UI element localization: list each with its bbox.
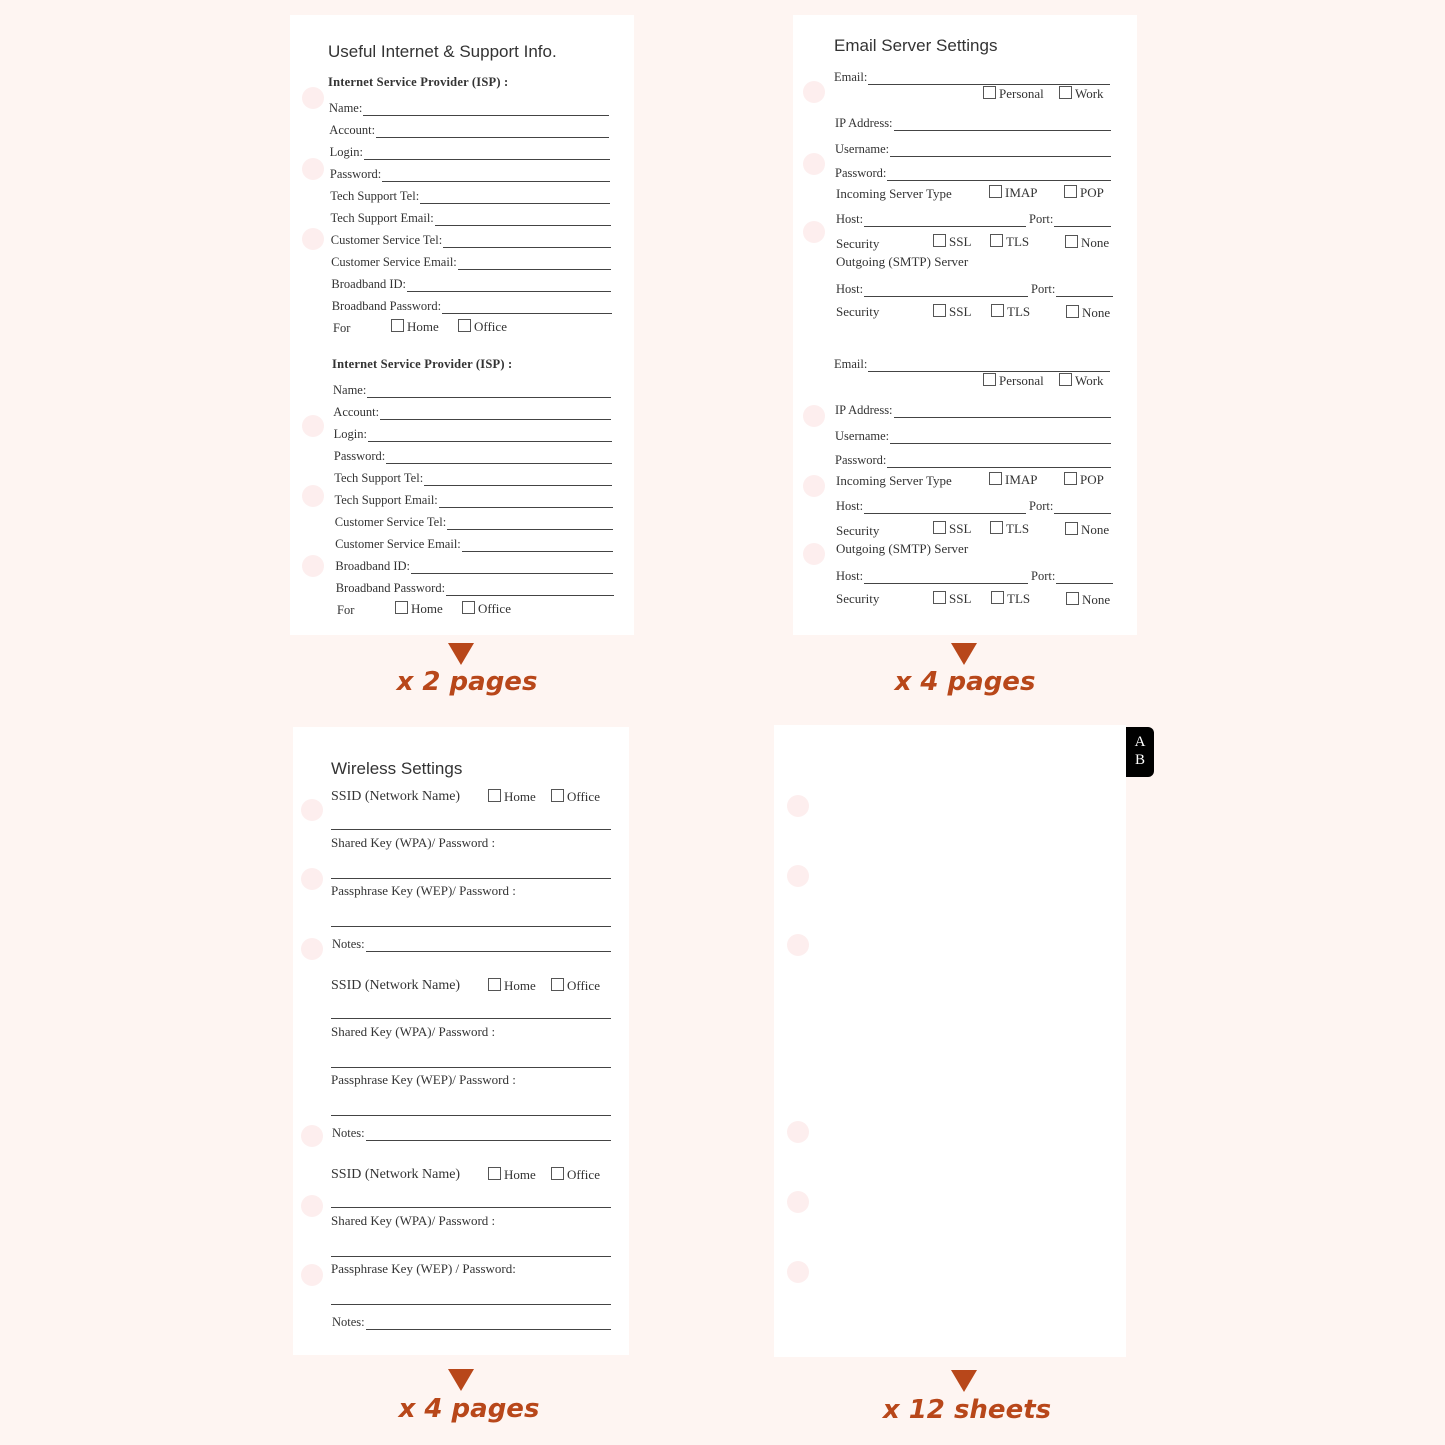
host-field[interactable]	[836, 212, 1026, 227]
checkbox[interactable]	[1064, 472, 1077, 485]
checkbox[interactable]	[1059, 373, 1072, 386]
isp-field-label: Account:	[333, 405, 380, 419]
checkbox[interactable]	[488, 1167, 501, 1180]
username-field-label: Username:	[835, 142, 890, 156]
host-field-input-line[interactable]	[864, 286, 1028, 297]
host-field-label: Host:	[836, 569, 864, 583]
port-field-input-line[interactable]	[1056, 286, 1113, 297]
port-field-label: Port:	[1029, 499, 1054, 513]
notes-field-label: Notes:	[332, 937, 365, 951]
outgoing-server-label: Outgoing (SMTP) Server	[836, 541, 969, 556]
checkbox[interactable]	[933, 234, 946, 247]
isp-field-input-line[interactable]	[364, 149, 610, 160]
checkbox-label: Personal	[999, 373, 1044, 388]
page-title: Useful Internet & Support Info.	[328, 42, 557, 61]
notes-field-input-line[interactable]	[366, 1319, 611, 1330]
isp-field-input-line[interactable]	[376, 127, 609, 138]
checkbox[interactable]	[933, 591, 946, 604]
checkbox[interactable]	[1059, 86, 1072, 99]
isp-field[interactable]	[333, 383, 611, 398]
checkbox-label: Office	[567, 1167, 600, 1182]
ip-address-field-label: IP Address:	[835, 116, 893, 130]
checkbox[interactable]	[989, 185, 1002, 198]
home-option[interactable]	[488, 1167, 536, 1183]
wireless-settings-page	[293, 727, 629, 1355]
isp-field[interactable]	[330, 189, 610, 204]
isp-field[interactable]	[335, 493, 613, 508]
wpa-label: Shared Key (WPA)/ Password :	[331, 1024, 496, 1039]
notes-field-input-line[interactable]	[366, 1130, 611, 1141]
password-field[interactable]	[835, 453, 1111, 468]
punch-hole	[302, 555, 324, 577]
isp-field-label: Customer Service Tel:	[330, 233, 443, 247]
port-field-label: Port:	[1029, 212, 1054, 226]
isp-field-input-line[interactable]	[458, 259, 611, 270]
checkbox-label: Home	[407, 319, 439, 334]
down-arrow-icon	[951, 1370, 977, 1392]
host-field[interactable]	[836, 569, 1028, 584]
work-option[interactable]	[1059, 373, 1104, 389]
incoming-server-label: Incoming Server Type	[836, 186, 952, 201]
isp-field-label: Login:	[333, 427, 367, 441]
home-option[interactable]	[391, 319, 439, 335]
checkbox[interactable]	[391, 319, 404, 332]
incoming-server-label: Incoming Server Type	[836, 473, 952, 488]
email-field-label: Email:	[834, 70, 868, 84]
security-label: Security	[836, 236, 880, 251]
punch-hole	[302, 158, 324, 180]
wpa-input-line[interactable]	[331, 1067, 611, 1068]
password-field[interactable]	[835, 166, 1111, 181]
host-field-input-line[interactable]	[864, 573, 1028, 584]
punch-hole	[302, 87, 324, 109]
checkbox-label: None	[1082, 592, 1111, 607]
port-field-label: Port:	[1031, 569, 1056, 583]
punch-hole	[803, 221, 825, 243]
isp-field-label: Broadband Password:	[331, 299, 442, 313]
isp-field-input-line[interactable]	[411, 563, 613, 574]
checkbox[interactable]	[551, 978, 564, 991]
wep-label: Passphrase Key (WEP)/ Password :	[331, 883, 516, 898]
isp-field[interactable]	[332, 299, 612, 314]
notes-field-label: Notes:	[332, 1315, 365, 1329]
isp-field-label: Customer Service Email:	[331, 255, 457, 269]
checkbox-label: TLS	[1006, 234, 1030, 249]
tls-option[interactable]	[990, 234, 1029, 250]
checkbox-label: TLS	[1007, 591, 1031, 606]
username-field-input-line[interactable]	[890, 146, 1111, 157]
checkbox[interactable]	[488, 978, 501, 991]
wpa-input-line[interactable]	[331, 878, 611, 879]
punch-hole	[301, 868, 323, 890]
security-label: Security	[836, 304, 880, 319]
tls-option[interactable]	[991, 304, 1030, 320]
home-option[interactable]	[395, 601, 443, 617]
wpa-label: Shared Key (WPA)/ Password :	[331, 835, 496, 850]
wpa-label: Shared Key (WPA)/ Password :	[331, 1213, 496, 1228]
isp-field-input-line[interactable]	[439, 497, 613, 508]
isp-field-label: Name:	[333, 383, 367, 397]
checkbox-label: Home	[504, 978, 536, 993]
isp-field-label: Broadband ID:	[331, 277, 407, 291]
down-arrow-icon	[951, 643, 977, 665]
ip-address-field-input-line[interactable]	[894, 120, 1111, 131]
isp-section-heading: Internet Service Provider (ISP) :	[332, 357, 513, 371]
isp-field-input-line[interactable]	[386, 453, 612, 464]
none-option[interactable]	[1065, 522, 1109, 538]
isp-field[interactable]	[335, 515, 613, 530]
isp-field[interactable]	[334, 449, 612, 464]
ssl-option[interactable]	[933, 304, 971, 320]
checkbox-label: None	[1081, 522, 1110, 537]
checkbox-label: SSL	[949, 591, 972, 606]
pop-option[interactable]	[1064, 472, 1104, 488]
host-field[interactable]	[836, 282, 1028, 297]
isp-field-input-line[interactable]	[424, 475, 612, 486]
work-option[interactable]	[1059, 86, 1104, 102]
punch-hole	[787, 1191, 809, 1213]
checkbox[interactable]	[551, 1167, 564, 1180]
punch-hole	[301, 1195, 323, 1217]
punch-hole	[803, 153, 825, 175]
checkbox-label: POP	[1080, 472, 1104, 487]
isp-info-page	[290, 15, 634, 635]
security-label: Security	[836, 591, 880, 606]
port-field[interactable]	[1029, 499, 1111, 514]
password-field-input-line[interactable]	[887, 457, 1111, 468]
isp-field-input-line[interactable]	[380, 409, 611, 420]
isp-field-label: Account:	[329, 123, 376, 137]
host-field-input-line[interactable]	[864, 503, 1026, 514]
office-option[interactable]	[551, 789, 600, 805]
tls-option[interactable]	[991, 591, 1030, 607]
checkbox[interactable]	[933, 521, 946, 534]
checkbox-label: Work	[1075, 86, 1104, 101]
ssid-input-line[interactable]	[331, 829, 611, 830]
isp-field[interactable]	[331, 211, 611, 226]
checkbox-label: Home	[504, 1167, 536, 1182]
checkbox[interactable]	[983, 86, 996, 99]
port-field-input-line[interactable]	[1054, 216, 1111, 227]
office-option[interactable]	[551, 1167, 600, 1183]
wep-input-line[interactable]	[331, 1115, 611, 1116]
email-settings-page	[793, 15, 1137, 635]
checkbox-label: Office	[567, 789, 600, 804]
isp-field-input-line[interactable]	[407, 281, 611, 292]
imap-option[interactable]	[989, 472, 1038, 488]
office-option[interactable]	[458, 319, 507, 335]
ip-address-field-input-line[interactable]	[894, 407, 1111, 418]
none-option[interactable]	[1066, 592, 1110, 608]
isp-field-input-line[interactable]	[363, 105, 609, 116]
host-field-label: Host:	[836, 282, 864, 296]
isp-field-input-line[interactable]	[367, 387, 611, 398]
punch-hole	[803, 405, 825, 427]
checkbox-label: Office	[474, 319, 507, 334]
isp-field[interactable]	[334, 471, 612, 486]
checkbox[interactable]	[989, 472, 1002, 485]
isp-field[interactable]	[330, 167, 610, 182]
isp-field[interactable]	[331, 233, 611, 248]
isp-field[interactable]	[329, 123, 609, 138]
notes-field[interactable]	[332, 937, 611, 952]
checkbox-label: POP	[1080, 185, 1104, 200]
isp-field-input-line[interactable]	[446, 585, 614, 596]
checkbox-label: IMAP	[1005, 185, 1038, 200]
checkbox-label: SSL	[949, 521, 972, 536]
checkbox[interactable]	[1066, 305, 1079, 318]
isp-field-input-line[interactable]	[447, 519, 613, 530]
password-field-label: Password:	[835, 166, 887, 180]
isp-field-label: Broadband ID:	[335, 559, 411, 573]
ssl-option[interactable]	[933, 591, 971, 607]
caption-blank: x 12 sheets	[882, 1395, 1052, 1425]
isp-field[interactable]	[335, 559, 613, 574]
wep-label: Passphrase Key (WEP) / Password:	[331, 1261, 516, 1276]
checkbox[interactable]	[991, 591, 1004, 604]
checkbox[interactable]	[933, 304, 946, 317]
isp-field[interactable]	[331, 255, 611, 270]
down-arrow-icon	[448, 1369, 474, 1391]
checkbox[interactable]	[395, 601, 408, 614]
port-field-label: Port:	[1031, 282, 1056, 296]
isp-field-input-line[interactable]	[443, 237, 611, 248]
isp-field[interactable]	[336, 581, 614, 596]
punch-hole	[787, 795, 809, 817]
isp-field[interactable]	[334, 427, 612, 442]
isp-field-label: Tech Support Tel:	[330, 189, 420, 203]
isp-field-input-line[interactable]	[382, 171, 610, 182]
down-arrow-icon	[448, 643, 474, 665]
isp-field-input-line[interactable]	[442, 303, 612, 314]
port-field[interactable]	[1031, 282, 1113, 297]
security-label: Security	[836, 523, 880, 538]
personal-option[interactable]	[983, 86, 1044, 102]
punch-hole	[302, 485, 324, 507]
ip-address-field-label: IP Address:	[835, 403, 893, 417]
isp-field-input-line[interactable]	[435, 215, 611, 226]
for-label: For	[333, 321, 351, 335]
punch-hole	[787, 1121, 809, 1143]
punch-hole	[301, 1264, 323, 1286]
checkbox[interactable]	[1066, 592, 1079, 605]
ssl-option[interactable]	[933, 234, 971, 250]
outgoing-server-label: Outgoing (SMTP) Server	[836, 254, 969, 269]
wep-label: Passphrase Key (WEP)/ Password :	[331, 1072, 516, 1087]
isp-field-label: Tech Support Email:	[330, 211, 434, 225]
punch-hole	[787, 865, 809, 887]
checkbox-label: Work	[1075, 373, 1104, 388]
notes-field-input-line[interactable]	[366, 941, 611, 952]
checkbox-label: TLS	[1007, 304, 1031, 319]
email-field-input-line[interactable]	[868, 74, 1110, 85]
checkbox-label: Home	[504, 789, 536, 804]
isp-field-label: Customer Service Tel:	[334, 515, 447, 529]
checkbox-label: Office	[478, 601, 511, 616]
checkbox-label: IMAP	[1005, 472, 1038, 487]
home-option[interactable]	[488, 789, 536, 805]
checkbox[interactable]	[990, 234, 1003, 247]
none-option[interactable]	[1065, 235, 1109, 251]
checkbox[interactable]	[990, 521, 1003, 534]
ssl-option[interactable]	[933, 521, 971, 537]
username-field-label: Username:	[835, 429, 890, 443]
pop-option[interactable]	[1064, 185, 1104, 201]
punch-hole	[301, 799, 323, 821]
punch-hole	[301, 938, 323, 960]
caption-email: x 4 pages	[894, 667, 1036, 697]
wep-input-line[interactable]	[331, 1304, 611, 1305]
tab-letter: B	[1134, 752, 1145, 768]
username-field-input-line[interactable]	[890, 433, 1111, 444]
notes-field-label: Notes:	[332, 1126, 365, 1140]
isp-field-label: Customer Service Email:	[335, 537, 461, 551]
punch-hole	[302, 415, 324, 437]
isp-field[interactable]	[335, 537, 613, 552]
checkbox[interactable]	[488, 789, 501, 802]
blank-notes-page	[774, 725, 1126, 1357]
checkbox-label: SSL	[949, 304, 972, 319]
ip-address-field[interactable]	[835, 116, 1111, 131]
checkbox[interactable]	[1065, 522, 1078, 535]
tab-letter: A	[1134, 734, 1146, 750]
punch-hole	[803, 475, 825, 497]
tls-option[interactable]	[990, 521, 1029, 537]
isp-field[interactable]	[330, 145, 610, 160]
page-title: Email Server Settings	[834, 36, 998, 55]
port-field[interactable]	[1031, 569, 1113, 584]
email-field[interactable]	[834, 357, 1110, 372]
none-option[interactable]	[1066, 305, 1110, 321]
office-option[interactable]	[462, 601, 511, 617]
isp-field[interactable]	[329, 101, 609, 116]
host-field-label: Host:	[836, 499, 864, 513]
isp-field-label: Login:	[329, 145, 363, 159]
email-field-input-line[interactable]	[868, 361, 1110, 372]
for-label: For	[337, 603, 355, 617]
ip-address-field[interactable]	[835, 403, 1111, 418]
index-tab	[1126, 727, 1154, 777]
checkbox-label: Personal	[999, 86, 1044, 101]
checkbox-label: None	[1081, 235, 1110, 250]
isp-field[interactable]	[333, 405, 611, 420]
isp-section-heading: Internet Service Provider (ISP) :	[328, 75, 509, 89]
caption-isp: x 2 pages	[396, 667, 538, 697]
checkbox-label: TLS	[1006, 521, 1030, 536]
checkbox[interactable]	[551, 789, 564, 802]
imap-option[interactable]	[989, 185, 1038, 201]
checkbox[interactable]	[1064, 185, 1077, 198]
checkbox[interactable]	[1065, 235, 1078, 248]
port-field-input-line[interactable]	[1054, 503, 1111, 514]
isp-field-label: Password:	[329, 167, 382, 181]
wpa-input-line[interactable]	[331, 1256, 611, 1257]
ssid-input-line[interactable]	[331, 1207, 611, 1208]
isp-field-label: Password:	[333, 449, 386, 463]
host-field[interactable]	[836, 499, 1026, 514]
checkbox[interactable]	[991, 304, 1004, 317]
isp-field-label: Tech Support Email:	[334, 493, 438, 507]
port-field-input-line[interactable]	[1056, 573, 1113, 584]
checkbox-label: SSL	[949, 234, 972, 249]
punch-hole	[787, 1261, 809, 1283]
caption-wireless: x 4 pages	[398, 1394, 540, 1424]
ssid-label: SSID (Network Name)	[331, 1167, 461, 1182]
checkbox-label: None	[1082, 305, 1111, 320]
punch-hole	[787, 934, 809, 956]
ssid-label: SSID (Network Name)	[331, 978, 461, 993]
email-field-label: Email:	[834, 357, 868, 371]
isp-field-label: Broadband Password:	[335, 581, 446, 595]
isp-field-input-line[interactable]	[420, 193, 610, 204]
username-field[interactable]	[835, 142, 1111, 157]
notes-field[interactable]	[332, 1315, 611, 1330]
password-field-input-line[interactable]	[887, 170, 1111, 181]
checkbox-label: Office	[567, 978, 600, 993]
punch-hole	[803, 543, 825, 565]
home-option[interactable]	[488, 978, 536, 994]
host-field-label: Host:	[836, 212, 864, 226]
checkbox-label: Home	[411, 601, 443, 616]
checkbox[interactable]	[983, 373, 996, 386]
checkbox[interactable]	[462, 601, 475, 614]
page-title: Wireless Settings	[331, 759, 463, 778]
port-field[interactable]	[1029, 212, 1111, 227]
ssid-label: SSID (Network Name)	[331, 789, 461, 804]
isp-field-input-line[interactable]	[462, 541, 613, 552]
wep-input-line[interactable]	[331, 926, 611, 927]
punch-hole	[302, 228, 324, 250]
username-field[interactable]	[835, 429, 1111, 444]
personal-option[interactable]	[983, 373, 1044, 389]
office-option[interactable]	[551, 978, 600, 994]
ssid-input-line[interactable]	[331, 1018, 611, 1019]
host-field-input-line[interactable]	[864, 216, 1026, 227]
isp-field-label: Tech Support Tel:	[334, 471, 424, 485]
isp-field-label: Name:	[329, 101, 363, 115]
isp-field[interactable]	[331, 277, 611, 292]
punch-hole	[301, 1125, 323, 1147]
notes-field[interactable]	[332, 1126, 611, 1141]
password-field-label: Password:	[835, 453, 887, 467]
isp-field-input-line[interactable]	[368, 431, 612, 442]
punch-hole	[803, 81, 825, 103]
email-field[interactable]	[834, 70, 1110, 85]
checkbox[interactable]	[458, 319, 471, 332]
